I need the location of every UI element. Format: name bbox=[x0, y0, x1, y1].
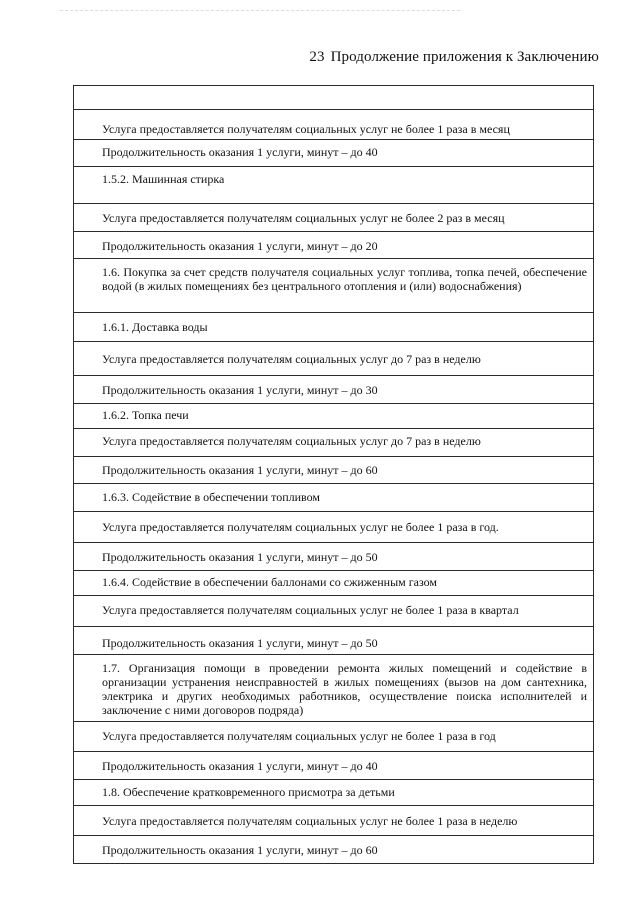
table-row bbox=[74, 484, 594, 512]
table-row bbox=[74, 376, 594, 404]
table-row bbox=[74, 655, 594, 722]
page-header bbox=[309, 49, 599, 66]
row-text: 1.6.3. Содействие в обеспечении топливом bbox=[102, 490, 321, 504]
table-row bbox=[74, 140, 594, 167]
row-text: 1.5.2. Машинная стирка bbox=[102, 172, 225, 186]
table-row bbox=[74, 404, 594, 429]
table-row bbox=[74, 512, 594, 543]
header-title: Продолжение приложения к Заключению bbox=[330, 49, 599, 65]
table-row bbox=[74, 86, 594, 110]
table-row bbox=[74, 232, 594, 259]
page-number: 23 bbox=[309, 49, 325, 65]
services-table bbox=[73, 85, 594, 864]
row-text: Продолжительность оказания 1 услуги, минут – до 20 bbox=[102, 239, 378, 253]
row-text: Продолжительность оказания 1 услуги, минут – до 50 bbox=[102, 636, 378, 650]
row-text: Продолжительность оказания 1 услуги, минут – до 50 bbox=[102, 550, 378, 564]
table-row bbox=[74, 596, 594, 627]
table-row bbox=[74, 806, 594, 836]
row-text: Услуга предоставляется получателям социальных услуг не более 1 раза в год. bbox=[102, 520, 499, 534]
row-text: Услуга предоставляется получателям социальных услуг до 7 раз в неделю bbox=[102, 434, 481, 448]
table-row bbox=[74, 259, 594, 313]
row-text: 1.6.1. Доставка воды bbox=[102, 320, 208, 334]
row-text: Продолжительность оказания 1 услуги, минут – до 30 bbox=[102, 383, 378, 397]
table-row bbox=[74, 752, 594, 780]
row-text: Продолжительность оказания 1 услуги, минут – до 60 bbox=[102, 463, 378, 477]
row-text: 1.6. Покупка за счет средств получателя социальных услуг топлива, топка печей, обеспечение водой (в жилых помещениях без центрального отопления и (или) водоснабжения) bbox=[102, 265, 587, 293]
row-text: Услуга предоставляется получателям социальных услуг не более 1 раза в неделю bbox=[102, 814, 518, 828]
table-row bbox=[74, 167, 594, 204]
scan-artifact-line bbox=[60, 10, 460, 13]
table-row bbox=[74, 204, 594, 232]
row-text: Услуга предоставляется получателям социальных услуг не более 1 раза в квартал bbox=[102, 603, 519, 617]
row-text bbox=[74, 86, 593, 90]
table-row bbox=[74, 457, 594, 484]
table-row bbox=[74, 342, 594, 376]
table-row bbox=[74, 429, 594, 457]
table-row bbox=[74, 313, 594, 342]
table-row bbox=[74, 627, 594, 655]
row-text: Продолжительность оказания 1 услуги, минут – до 40 bbox=[102, 759, 378, 773]
row-text: Услуга предоставляется получателям социальных услуг не более 2 раз в месяц bbox=[102, 211, 505, 225]
table-row bbox=[74, 571, 594, 596]
row-text: 1.6.2. Топка печи bbox=[102, 408, 189, 422]
row-text: Услуга предоставляется получателям социальных услуг не более 1 раза в год bbox=[102, 729, 496, 743]
row-text: 1.6.4. Содействие в обеспечении баллонами со сжиженным газом bbox=[102, 575, 438, 589]
row-text: 1.7. Организация помощи в проведении ремонта жилых помещений и содействие в организации устранения неисправностей в жилых помещениях (вызов на дом сантехника, электрика и других необходимых работников, осуществление поиска исполнителей и заключение с ними договоров подряда) bbox=[102, 661, 587, 717]
table-row bbox=[74, 543, 594, 571]
row-text: Услуга предоставляется получателям социальных услуг до 7 раз в неделю bbox=[102, 352, 481, 366]
table-row bbox=[74, 780, 594, 806]
row-text: Услуга предоставляется получателям социальных услуг не более 1 раза в месяц bbox=[102, 122, 510, 136]
table-row bbox=[74, 722, 594, 752]
table-row bbox=[74, 836, 594, 864]
row-text: Продолжительность оказания 1 услуги, минут – до 60 bbox=[102, 843, 378, 857]
row-text: Продолжительность оказания 1 услуги, минут – до 40 bbox=[102, 145, 378, 159]
row-text: 1.8. Обеспечение кратковременного присмотра за детьми bbox=[102, 785, 395, 799]
table-row bbox=[74, 110, 594, 140]
